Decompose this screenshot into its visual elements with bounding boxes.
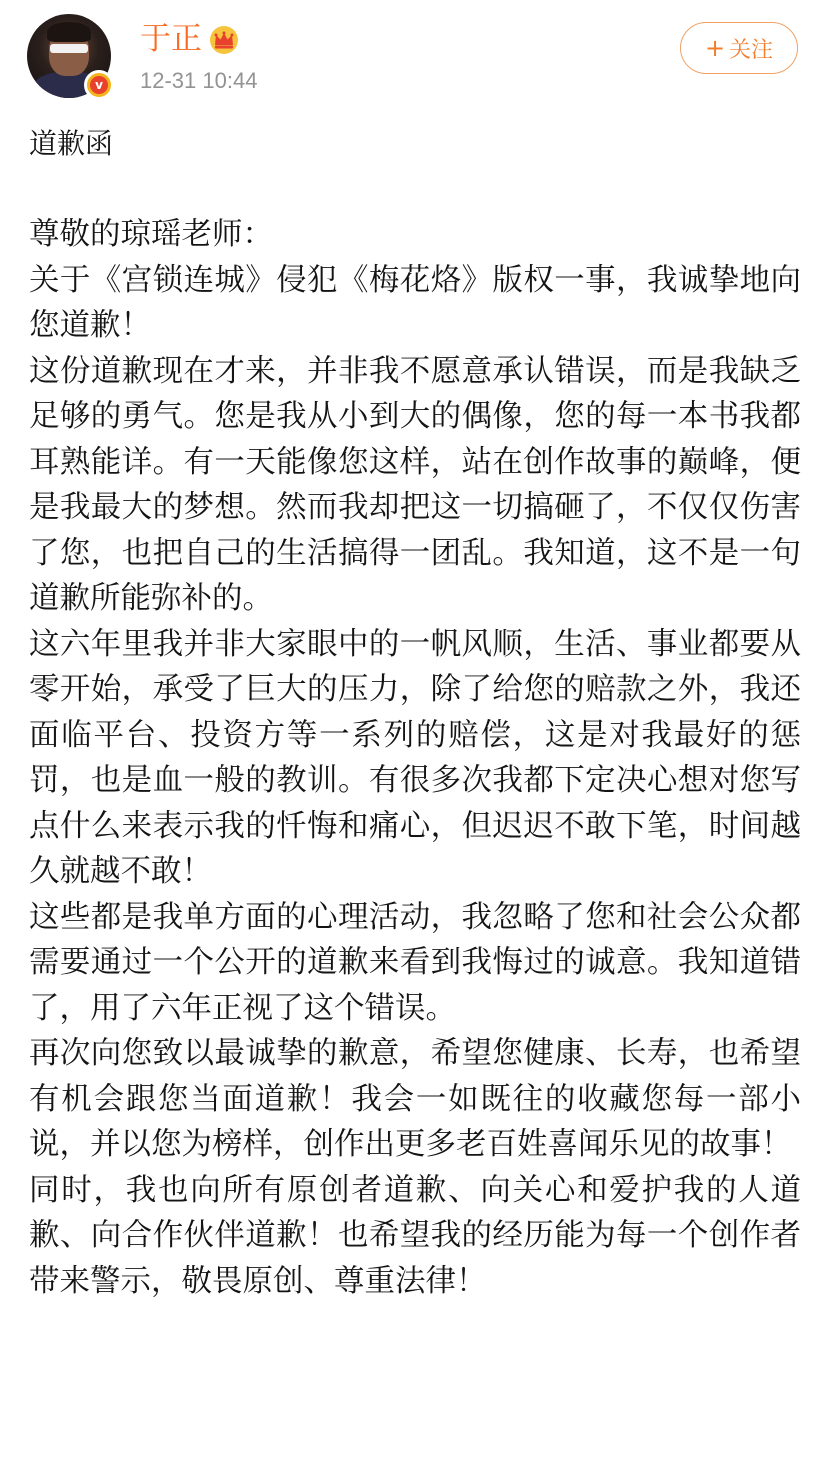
plus-icon: + <box>704 34 726 62</box>
follow-button[interactable] <box>680 22 798 74</box>
post-body <box>29 120 801 1304</box>
post-text <box>29 212 801 1304</box>
verified-letter: v <box>90 76 108 94</box>
username[interactable]: 于正 <box>140 21 202 57</box>
avatar-glasses <box>50 44 88 53</box>
avatar-hair <box>47 22 91 42</box>
verified-v-icon <box>84 70 114 100</box>
paragraph-closing: 同时，我也向所有原创者道歉、向关心和爱护我的人道歉、向合作伙伴道歉！也希望我的经历能为每一个创作者带来警示，敬畏原创、尊重法律！ <box>29 1172 801 1299</box>
post-title: 道歉函 <box>29 127 114 160</box>
post-timestamp: 12-31 10:44 <box>140 68 258 93</box>
post-header <box>0 0 828 112</box>
paragraph-reason: 这份道歉现在才来，并非我不愿意承认错误，而是我缺乏足够的勇气。您是我从小到大的偶像，您的每一本书我都耳熟能详。有一天能像您这样，站在创作故事的巅峰，便是我最大的梦想。然而我却把这一切搞砸了，不仅仅伤害了您，也把自己的生活搞得一团乱。我知道，这不是一句道歉所能弥补的。 <box>29 353 801 616</box>
paragraph-salutation: 尊敬的琼瑶老师： <box>29 217 273 252</box>
paragraph-apology: 关于《宫锁连城》侵犯《梅花烙》版权一事，我诚挚地向您道歉！ <box>29 262 801 343</box>
paragraph-reflection: 这些都是我单方面的心理活动，我忽略了您和社会公众都需要通过一个公开的道歉来看到我悔过的诚意。我知道错了，用了六年正视了这个错误。 <box>29 899 801 1026</box>
paragraph-six-years: 这六年里我并非大家眼中的一帆风顺，生活、事业都要从零开始，承受了巨大的压力，除了给您的赔款之外，我还面临平台、投资方等一系列的赔偿，这是对我最好的惩罚，也是血一般的教训。有很多次我都下定决心想对您写点什么来表示我的忏悔和痛心，但迟迟不敢下笔，时间越久就越不敢！ <box>29 626 801 889</box>
follow-label: 关注 <box>729 37 774 63</box>
crown-icon <box>207 25 241 55</box>
paragraph-wishes: 再次向您致以最诚挚的歉意，希望您健康、长寿，也希望有机会跟您当面道歉！我会一如既往的收藏您每一部小说，并以您为榜样，创作出更多老百姓喜闻乐见的故事！ <box>29 1036 801 1162</box>
